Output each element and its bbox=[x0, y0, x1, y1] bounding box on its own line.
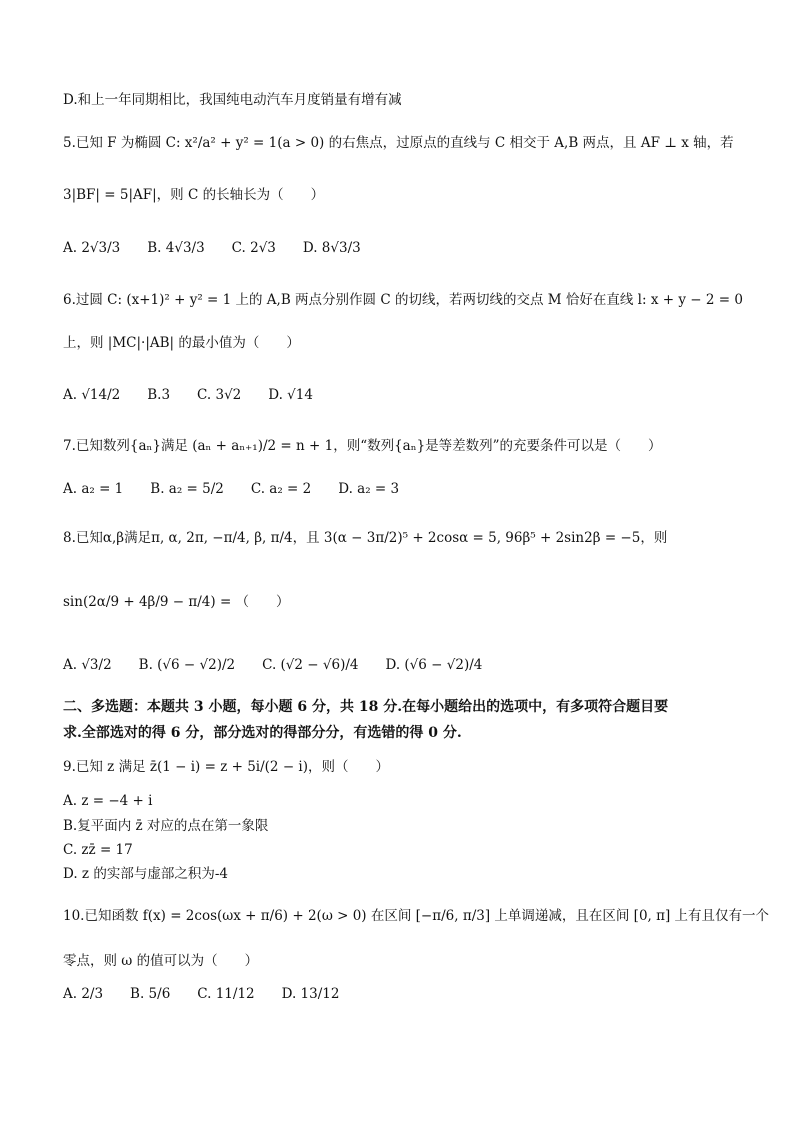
question-6-cont: 上，则 |MC|·|AB| 的最小值为（ ） bbox=[63, 335, 300, 351]
question-5-stem: 5.已知 F 为椭圆 C: x²/a² + y² = 1(a > 0) 的右焦点，过原点的直线与 C 相交于 A,B 两点，且 AF ⊥ x 轴，若 bbox=[63, 135, 734, 151]
question-8-options: A. √3/2 B. (√6 − √2)/2 C. (√2 − √6)/4 D. (√6 − √2)/4 bbox=[63, 657, 483, 673]
question-9-option-c: C. zz̄ = 17 bbox=[63, 842, 133, 858]
question-5-cont: 3|BF| = 5|AF|，则 C 的长轴长为（ ） bbox=[63, 187, 325, 203]
question-8-stem: 8.已知α,β满足π, α, 2π, −π/4, β, π/4，且 3(α − 3π/2)⁵ + 2cosα = 5, 96β⁵ + 2sin2β = −5，则 bbox=[63, 530, 668, 546]
question-8-cont: sin(2α/9 + 4β/9 − π/4) = （ ） bbox=[63, 594, 290, 610]
option-d-q4: D.和上一年同期相比，我国纯电动汽车月度销量有增有减 bbox=[63, 92, 402, 108]
question-9-option-a: A. z = −4 + i bbox=[63, 793, 153, 809]
question-7-options: A. a₂ = 1 B. a₂ = 5/2 C. a₂ = 2 D. a₂ = 3 bbox=[63, 481, 400, 497]
question-9-option-d: D. z 的实部与虚部之积为-4 bbox=[63, 866, 228, 882]
section-2-header-line2: 求.全部选对的得 6 分，部分选对的得部分分，有选错的得 0 分. bbox=[63, 725, 462, 741]
question-10-cont: 零点，则 ω 的值可以为（ ） bbox=[63, 953, 259, 969]
section-2-header-line1: 二、多选题：本题共 3 小题，每小题 6 分，共 18 分.在每小题给出的选项中，有多项符合题目要 bbox=[63, 699, 669, 715]
question-10-stem: 10.已知函数 f(x) = 2cos(ωx + π/6) + 2(ω > 0) 在区间 [−π/6, π/3] 上单调递减，且在区间 [0, π] 上有且仅有一个 bbox=[63, 908, 770, 924]
question-7-stem: 7.已知数列{aₙ}满足 (aₙ + aₙ₊₁)/2 = n + 1，则“数列{aₙ}是等差数列”的充要条件可以是（ ） bbox=[63, 438, 662, 454]
question-5-options: A. 2√3/3 B. 4√3/3 C. 2√3 D. 8√3/3 bbox=[63, 240, 361, 256]
question-9-option-b: B.复平面内 z̄ 对应的点在第一象限 bbox=[63, 818, 269, 834]
question-6-stem: 6.过圆 C: (x+1)² + y² = 1 上的 A,B 两点分别作圆 C 的切线，若两切线的交点 M 恰好在直线 l: x + y − 2 = 0 bbox=[63, 292, 743, 308]
question-9-stem: 9.已知 z 满足 z̄(1 − i) = z + 5i/(2 − i)，则（ ） bbox=[63, 759, 390, 775]
question-6-options: A. √14/2 B.3 C. 3√2 D. √14 bbox=[63, 387, 313, 403]
question-10-options: A. 2/3 B. 5/6 C. 11/12 D. 13/12 bbox=[63, 986, 340, 1002]
